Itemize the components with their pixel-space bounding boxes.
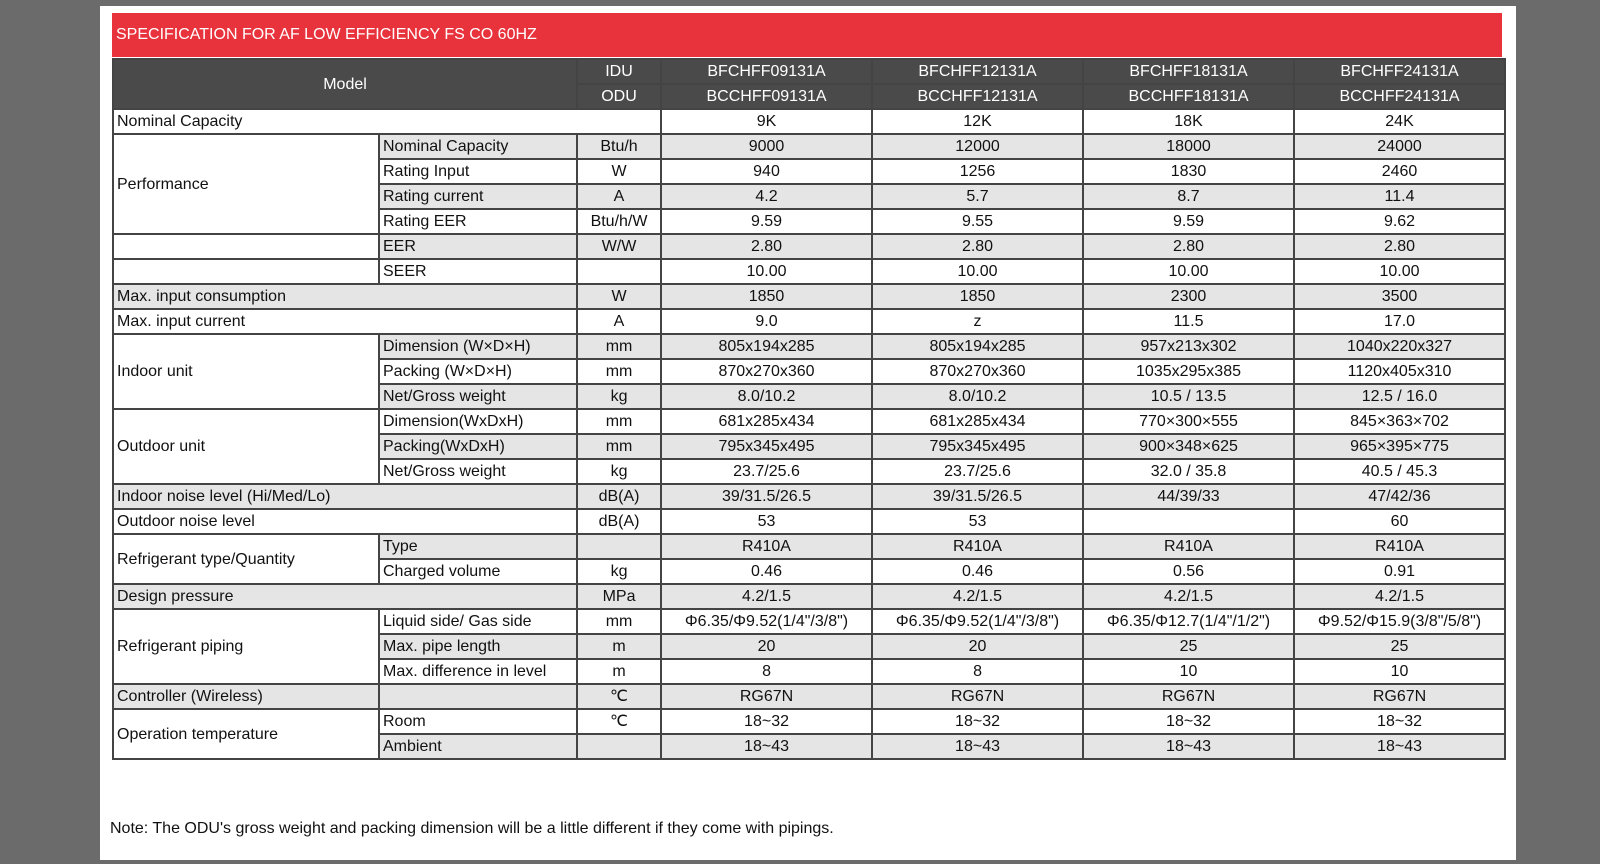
cell-value: 1120x405x310: [1294, 359, 1505, 384]
cell-value: 10.5 / 13.5: [1083, 384, 1294, 409]
table-row: [113, 134, 1505, 159]
row-label: Max. input current: [113, 309, 577, 334]
cell-value: 805x194x285: [872, 334, 1083, 359]
unit-cell: kg: [577, 384, 661, 409]
unit-cell: ℃: [577, 709, 661, 734]
cell-value: 870x270x360: [661, 359, 872, 384]
row-label: Outdoor noise level: [113, 509, 577, 534]
sub-label: Max. pipe length: [379, 634, 577, 659]
cell-value: 9.59: [661, 209, 872, 234]
cell-value: 4.2/1.5: [661, 584, 872, 609]
cell-value: 4.2: [661, 184, 872, 209]
cell-value: 10.00: [872, 259, 1083, 284]
cell-value: 2460: [1294, 159, 1505, 184]
table-row: [113, 684, 1505, 709]
group-label: Refrigerant type/Quantity: [113, 534, 379, 584]
cell-value: 25: [1083, 634, 1294, 659]
cell-value: 10.00: [1294, 259, 1505, 284]
cell-value: R410A: [1294, 534, 1505, 559]
cell-value: 18~43: [661, 734, 872, 759]
cell-value: 8: [661, 659, 872, 684]
cell-value: 20: [661, 634, 872, 659]
cell-value: 770×300×555: [1083, 409, 1294, 434]
table-row: [113, 284, 1505, 309]
cell-value: 1256: [872, 159, 1083, 184]
unit-cell: mm: [577, 409, 661, 434]
table-row: [113, 609, 1505, 634]
cell-value: 24K: [1294, 109, 1505, 134]
cell-value: Φ6.35/Φ12.7(1/4"/1/2"): [1083, 609, 1294, 634]
row-label: Indoor noise level (Hi/Med/Lo): [113, 484, 577, 509]
cell-value: 24000: [1294, 134, 1505, 159]
sub-label: Dimension(WxDxH): [379, 409, 577, 434]
unit-cell: kg: [577, 459, 661, 484]
cell-value: 47/42/36: [1294, 484, 1505, 509]
cell-value: RG67N: [1294, 684, 1505, 709]
spec-table: [112, 58, 1506, 760]
cell-value: 681x285x434: [661, 409, 872, 434]
unit-cell: ℃: [577, 684, 661, 709]
cell-value: 8.7: [1083, 184, 1294, 209]
cell-value: 39/31.5/26.5: [872, 484, 1083, 509]
cell-value: 18~43: [1083, 734, 1294, 759]
unit-cell: Btu/h: [577, 134, 661, 159]
cell-value: 9000: [661, 134, 872, 159]
unit-cell: kg: [577, 559, 661, 584]
idu-model: BFCHFF18131A: [1083, 59, 1294, 84]
idu-model: BFCHFF09131A: [661, 59, 872, 84]
unit-cell: mm: [577, 434, 661, 459]
unit-cell: dB(A): [577, 509, 661, 534]
cell-value: 940: [661, 159, 872, 184]
cell-value: 10.00: [1083, 259, 1294, 284]
unit-cell: m: [577, 659, 661, 684]
cell-value: 12.5 / 16.0: [1294, 384, 1505, 409]
cell-value: RG67N: [872, 684, 1083, 709]
cell-value: 0.91: [1294, 559, 1505, 584]
group-label: Refrigerant piping: [113, 609, 379, 684]
group-label: Performance: [113, 134, 379, 234]
cell-value: 1830: [1083, 159, 1294, 184]
unit-cell: A: [577, 309, 661, 334]
empty-cell: [379, 684, 577, 709]
sub-label: Dimension (W×D×H): [379, 334, 577, 359]
unit-cell: Btu/h/W: [577, 209, 661, 234]
unit-cell: [577, 734, 661, 759]
unit-cell: W/W: [577, 234, 661, 259]
sub-label: Net/Gross weight: [379, 384, 577, 409]
sub-label: EER: [379, 234, 577, 259]
sub-label: Nominal Capacity: [379, 134, 577, 159]
sub-label: SEER: [379, 259, 577, 284]
cell-value: 8.0/10.2: [661, 384, 872, 409]
cell-value: 5.7: [872, 184, 1083, 209]
unit-cell: mm: [577, 334, 661, 359]
cell-value: 1850: [661, 284, 872, 309]
idu-model: BFCHFF12131A: [872, 59, 1083, 84]
group-label: Indoor unit: [113, 334, 379, 409]
cell-value: 0.56: [1083, 559, 1294, 584]
footnote: Note: The ODU's gross weight and packing dimension will be a little different if they come with pipings.: [110, 820, 834, 837]
unit-cell: W: [577, 284, 661, 309]
cell-value: 9K: [661, 109, 872, 134]
cell-value: 18~32: [1294, 709, 1505, 734]
cell-value: 900×348×625: [1083, 434, 1294, 459]
group-label: Operation temperature: [113, 709, 379, 759]
sub-label: Rating Input: [379, 159, 577, 184]
cell-value: 795x345x495: [661, 434, 872, 459]
cell-value: 4.2/1.5: [1294, 584, 1505, 609]
row-label: Controller (Wireless): [113, 684, 379, 709]
cell-value: 18~43: [872, 734, 1083, 759]
table-row: [113, 484, 1505, 509]
cell-value: RG67N: [661, 684, 872, 709]
unit-cell: [577, 259, 661, 284]
spec-table-body: [113, 59, 1505, 759]
sub-label: Liquid side/ Gas side: [379, 609, 577, 634]
cell-value: 9.0: [661, 309, 872, 334]
cell-value: 0.46: [661, 559, 872, 584]
cell-value: 2.80: [872, 234, 1083, 259]
cell-value: 2300: [1083, 284, 1294, 309]
cell-value: 11.4: [1294, 184, 1505, 209]
unit-cell: mm: [577, 609, 661, 634]
cell-value: Φ9.52/Φ15.9(3/8"/5/8"): [1294, 609, 1505, 634]
unit-cell: mm: [577, 359, 661, 384]
group-label: Outdoor unit: [113, 409, 379, 484]
cell-value: 40.5 / 45.3: [1294, 459, 1505, 484]
sub-label: Room: [379, 709, 577, 734]
cell-value: 17.0: [1294, 309, 1505, 334]
odu-model: BCCHFF18131A: [1083, 84, 1294, 109]
unit-cell: MPa: [577, 584, 661, 609]
unit-cell: W: [577, 159, 661, 184]
cell-value: 20: [872, 634, 1083, 659]
cell-value: 805x194x285: [661, 334, 872, 359]
cell-value: 18~32: [1083, 709, 1294, 734]
cell-value: z: [872, 309, 1083, 334]
cell-value: 18~32: [661, 709, 872, 734]
odu-model: BCCHFF24131A: [1294, 84, 1505, 109]
cell-value: 12K: [872, 109, 1083, 134]
cell-value: 0.46: [872, 559, 1083, 584]
cell-value: 18K: [1083, 109, 1294, 134]
cell-value: R410A: [661, 534, 872, 559]
cell-value: 44/39/33: [1083, 484, 1294, 509]
empty-cell: [113, 259, 379, 284]
row-label: Max. input consumption: [113, 284, 577, 309]
sub-label: Packing (W×D×H): [379, 359, 577, 384]
cell-value: RG67N: [1083, 684, 1294, 709]
cell-value: [1083, 509, 1294, 534]
cell-value: 12000: [872, 134, 1083, 159]
cell-value: 9.55: [872, 209, 1083, 234]
cell-value: 2.80: [661, 234, 872, 259]
cell-value: 1040x220x327: [1294, 334, 1505, 359]
cell-value: 8.0/10.2: [872, 384, 1083, 409]
cell-value: 23.7/25.6: [872, 459, 1083, 484]
cell-value: 4.2/1.5: [872, 584, 1083, 609]
table-row: [113, 534, 1505, 559]
idu-model: BFCHFF24131A: [1294, 59, 1505, 84]
unit-cell: [577, 534, 661, 559]
sub-label: Rating current: [379, 184, 577, 209]
cell-value: R410A: [872, 534, 1083, 559]
table-row: [113, 709, 1505, 734]
cell-value: 681x285x434: [872, 409, 1083, 434]
cell-value: 870x270x360: [872, 359, 1083, 384]
sub-label: Net/Gross weight: [379, 459, 577, 484]
sub-label: Ambient: [379, 734, 577, 759]
row-label: Design pressure: [113, 584, 577, 609]
cell-value: 32.0 / 35.8: [1083, 459, 1294, 484]
spec-title: SPECIFICATION FOR AF LOW EFFICIENCY FS CO 60HZ: [112, 13, 1502, 57]
cell-value: Φ6.35/Φ9.52(1/4"/3/8"): [661, 609, 872, 634]
cell-value: 53: [661, 509, 872, 534]
cell-value: 4.2/1.5: [1083, 584, 1294, 609]
cell-value: 2.80: [1294, 234, 1505, 259]
sub-label: Packing(WxDxH): [379, 434, 577, 459]
cell-value: 795x345x495: [872, 434, 1083, 459]
table-row: [113, 309, 1505, 334]
row-label: Nominal Capacity: [113, 109, 661, 134]
cell-value: 18~43: [1294, 734, 1505, 759]
cell-value: 23.7/25.6: [661, 459, 872, 484]
sub-label: Rating EER: [379, 209, 577, 234]
odu-model: BCCHFF09131A: [661, 84, 872, 109]
odu-header: ODU: [577, 84, 661, 109]
cell-value: 1850: [872, 284, 1083, 309]
idu-header: IDU: [577, 59, 661, 84]
cell-value: 39/31.5/26.5: [661, 484, 872, 509]
table-row: [113, 409, 1505, 434]
spec-sheet: [100, 6, 1516, 860]
cell-value: 8: [872, 659, 1083, 684]
cell-value: 3500: [1294, 284, 1505, 309]
table-row: [113, 584, 1505, 609]
odu-model: BCCHFF12131A: [872, 84, 1083, 109]
cell-value: 9.62: [1294, 209, 1505, 234]
table-row: [113, 259, 1505, 284]
cell-value: Φ6.35/Φ9.52(1/4"/3/8"): [872, 609, 1083, 634]
unit-cell: m: [577, 634, 661, 659]
model-header: Model: [113, 59, 577, 109]
sub-label: Charged volume: [379, 559, 577, 584]
sub-label: Max. difference in level: [379, 659, 577, 684]
cell-value: 845×363×702: [1294, 409, 1505, 434]
cell-value: 10: [1294, 659, 1505, 684]
cell-value: 965×395×775: [1294, 434, 1505, 459]
cell-value: R410A: [1083, 534, 1294, 559]
cell-value: 1035x295x385: [1083, 359, 1294, 384]
table-row: [113, 234, 1505, 259]
cell-value: 60: [1294, 509, 1505, 534]
sub-label: Type: [379, 534, 577, 559]
unit-cell: dB(A): [577, 484, 661, 509]
cell-value: 9.59: [1083, 209, 1294, 234]
cell-value: 11.5: [1083, 309, 1294, 334]
header-row-idu: [113, 59, 1505, 84]
table-row: [113, 109, 1505, 134]
cell-value: 957x213x302: [1083, 334, 1294, 359]
table-row: [113, 334, 1505, 359]
cell-value: 18~32: [872, 709, 1083, 734]
empty-cell: [113, 234, 379, 259]
table-row: [113, 509, 1505, 534]
unit-cell: A: [577, 184, 661, 209]
cell-value: 25: [1294, 634, 1505, 659]
cell-value: 10.00: [661, 259, 872, 284]
cell-value: 53: [872, 509, 1083, 534]
cell-value: 2.80: [1083, 234, 1294, 259]
cell-value: 10: [1083, 659, 1294, 684]
cell-value: 18000: [1083, 134, 1294, 159]
